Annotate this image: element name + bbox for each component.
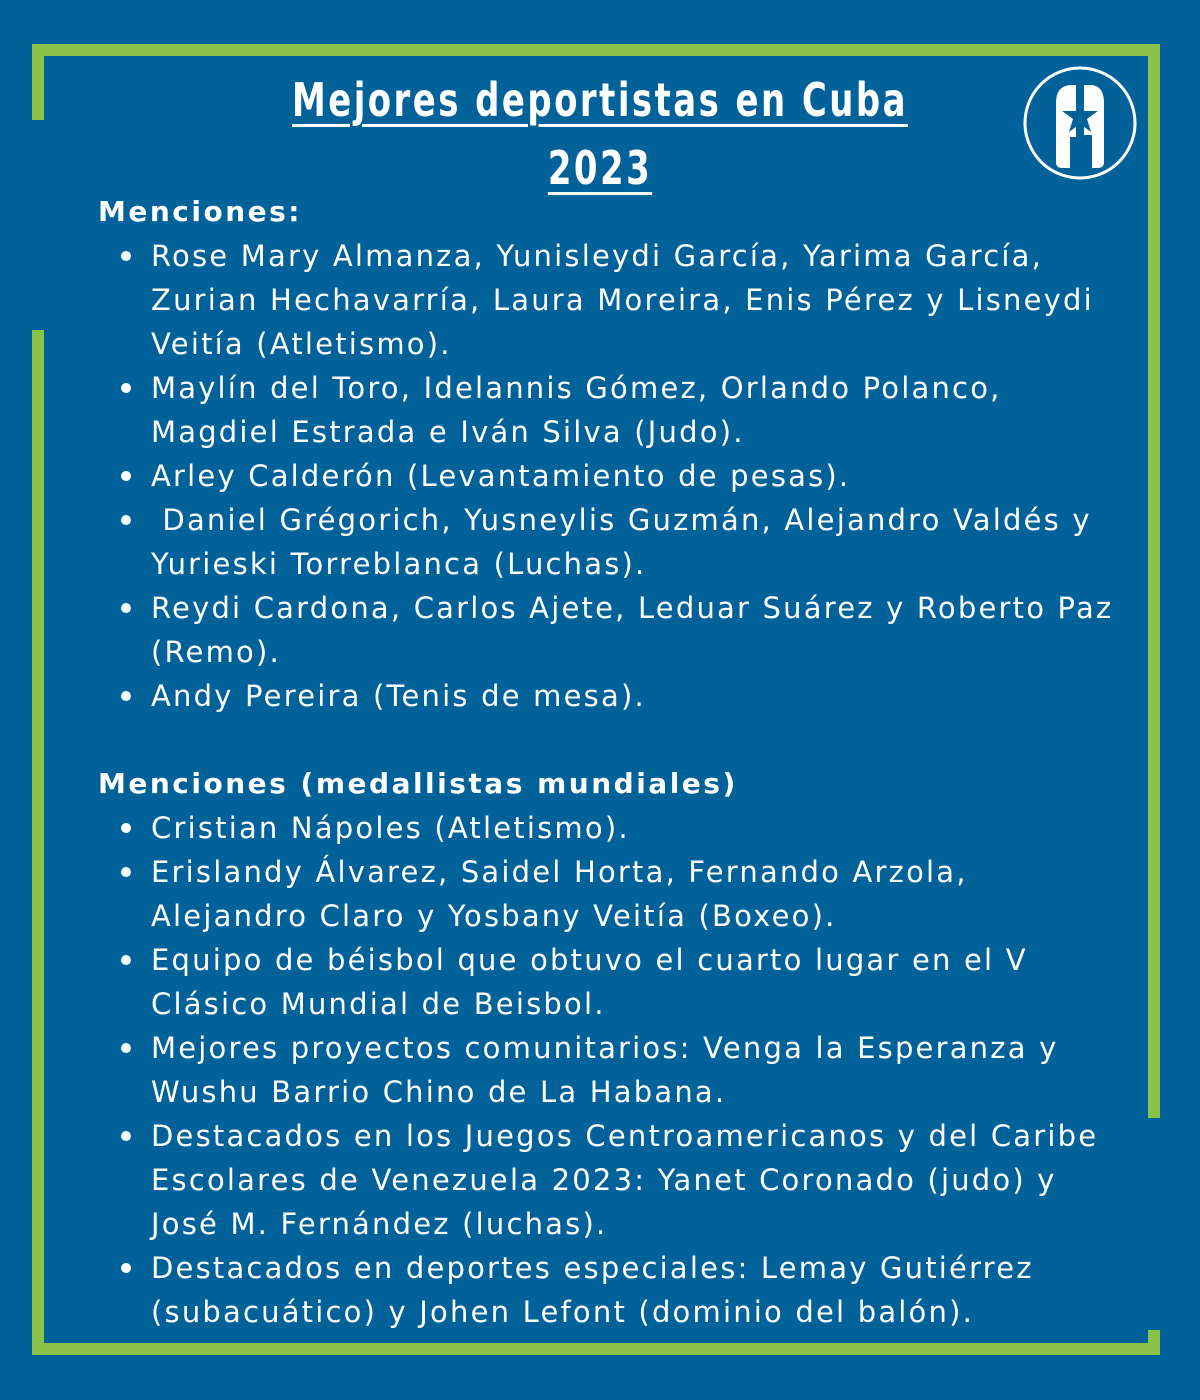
bullet-icon <box>121 1131 131 1141</box>
bullet-icon <box>121 691 131 701</box>
section-heading-medallistas: Menciones (medallistas mundiales) <box>98 767 738 800</box>
list-item: Mejores proyectos comunitarios: Venga la Esperanza y Wushu Barrio Chino de La Habana. <box>151 1026 1118 1114</box>
bullet-icon <box>121 383 131 393</box>
list-item: Daniel Grégorich, Yusneylis Guzmán, Alejandro Valdés y Yurieski Torreblanca (Luchas). <box>151 498 1118 586</box>
bullet-icon <box>121 823 131 833</box>
frame-right <box>1148 44 1160 1118</box>
title-line-2: 2023 <box>547 141 653 195</box>
section-spacer <box>98 718 1118 762</box>
frame-top <box>32 44 1160 56</box>
list-item: Rose Mary Almanza, Yunisleydi García, Yarima García, Zurian Hechavarría, Laura Moreira, Enis Pérez y Lisneydi Veitía (Atletismo). <box>151 234 1118 366</box>
list-item: Destacados en deportes especiales: Lemay Gutiérrez (subacuático) y Johen Lefont (dominio del balón). <box>151 1246 1118 1334</box>
frame-bottom-right-tick <box>1148 1330 1160 1355</box>
title-line-1: Mejores deportistas en Cuba <box>291 73 909 127</box>
bullet-icon <box>121 603 131 613</box>
section-heading-menciones: Menciones: <box>98 195 303 228</box>
star-column-emblem-icon <box>1022 65 1138 181</box>
list-item: Equipo de béisbol que obtuvo el cuarto lugar en el V Clásico Mundial de Beisbol. <box>151 938 1118 1026</box>
list-item: Destacados en los Juegos Centroamericanos y del Caribe Escolares de Venezuela 2023: Yanet Coronado (judo) y José M. Fernández (luchas). <box>151 1114 1118 1246</box>
list-item: Erislandy Álvarez, Saidel Horta, Fernando Arzola, Alejandro Claro y Yosbany Veitía (Boxeo). <box>151 850 1118 938</box>
list-item: Arley Calderón (Levantamiento de pesas). <box>151 454 1118 498</box>
bullet-icon <box>121 1263 131 1273</box>
bullet-icon <box>121 471 131 481</box>
bullet-icon <box>121 251 131 261</box>
menciones-list <box>98 234 1118 718</box>
frame-left-upper <box>32 44 44 120</box>
frame-left-lower <box>32 330 44 1355</box>
frame-bottom <box>32 1343 1160 1355</box>
list-item: Andy Pereira (Tenis de mesa). <box>151 674 1118 718</box>
bullet-icon <box>121 1043 131 1053</box>
bullet-icon <box>121 515 131 525</box>
medallistas-list <box>98 806 1118 1334</box>
list-item: Reydi Cardona, Carlos Ajete, Leduar Suárez y Roberto Paz (Remo). <box>151 586 1118 674</box>
bullet-icon <box>121 955 131 965</box>
bullet-icon <box>121 867 131 877</box>
content-body <box>98 190 1118 1334</box>
list-item: Maylín del Toro, Idelannis Gómez, Orlando Polanco, Magdiel Estrada e Iván Silva (Judo). <box>151 366 1118 454</box>
page-title <box>108 66 1092 202</box>
list-item: Cristian Nápoles (Atletismo). <box>151 806 1118 850</box>
